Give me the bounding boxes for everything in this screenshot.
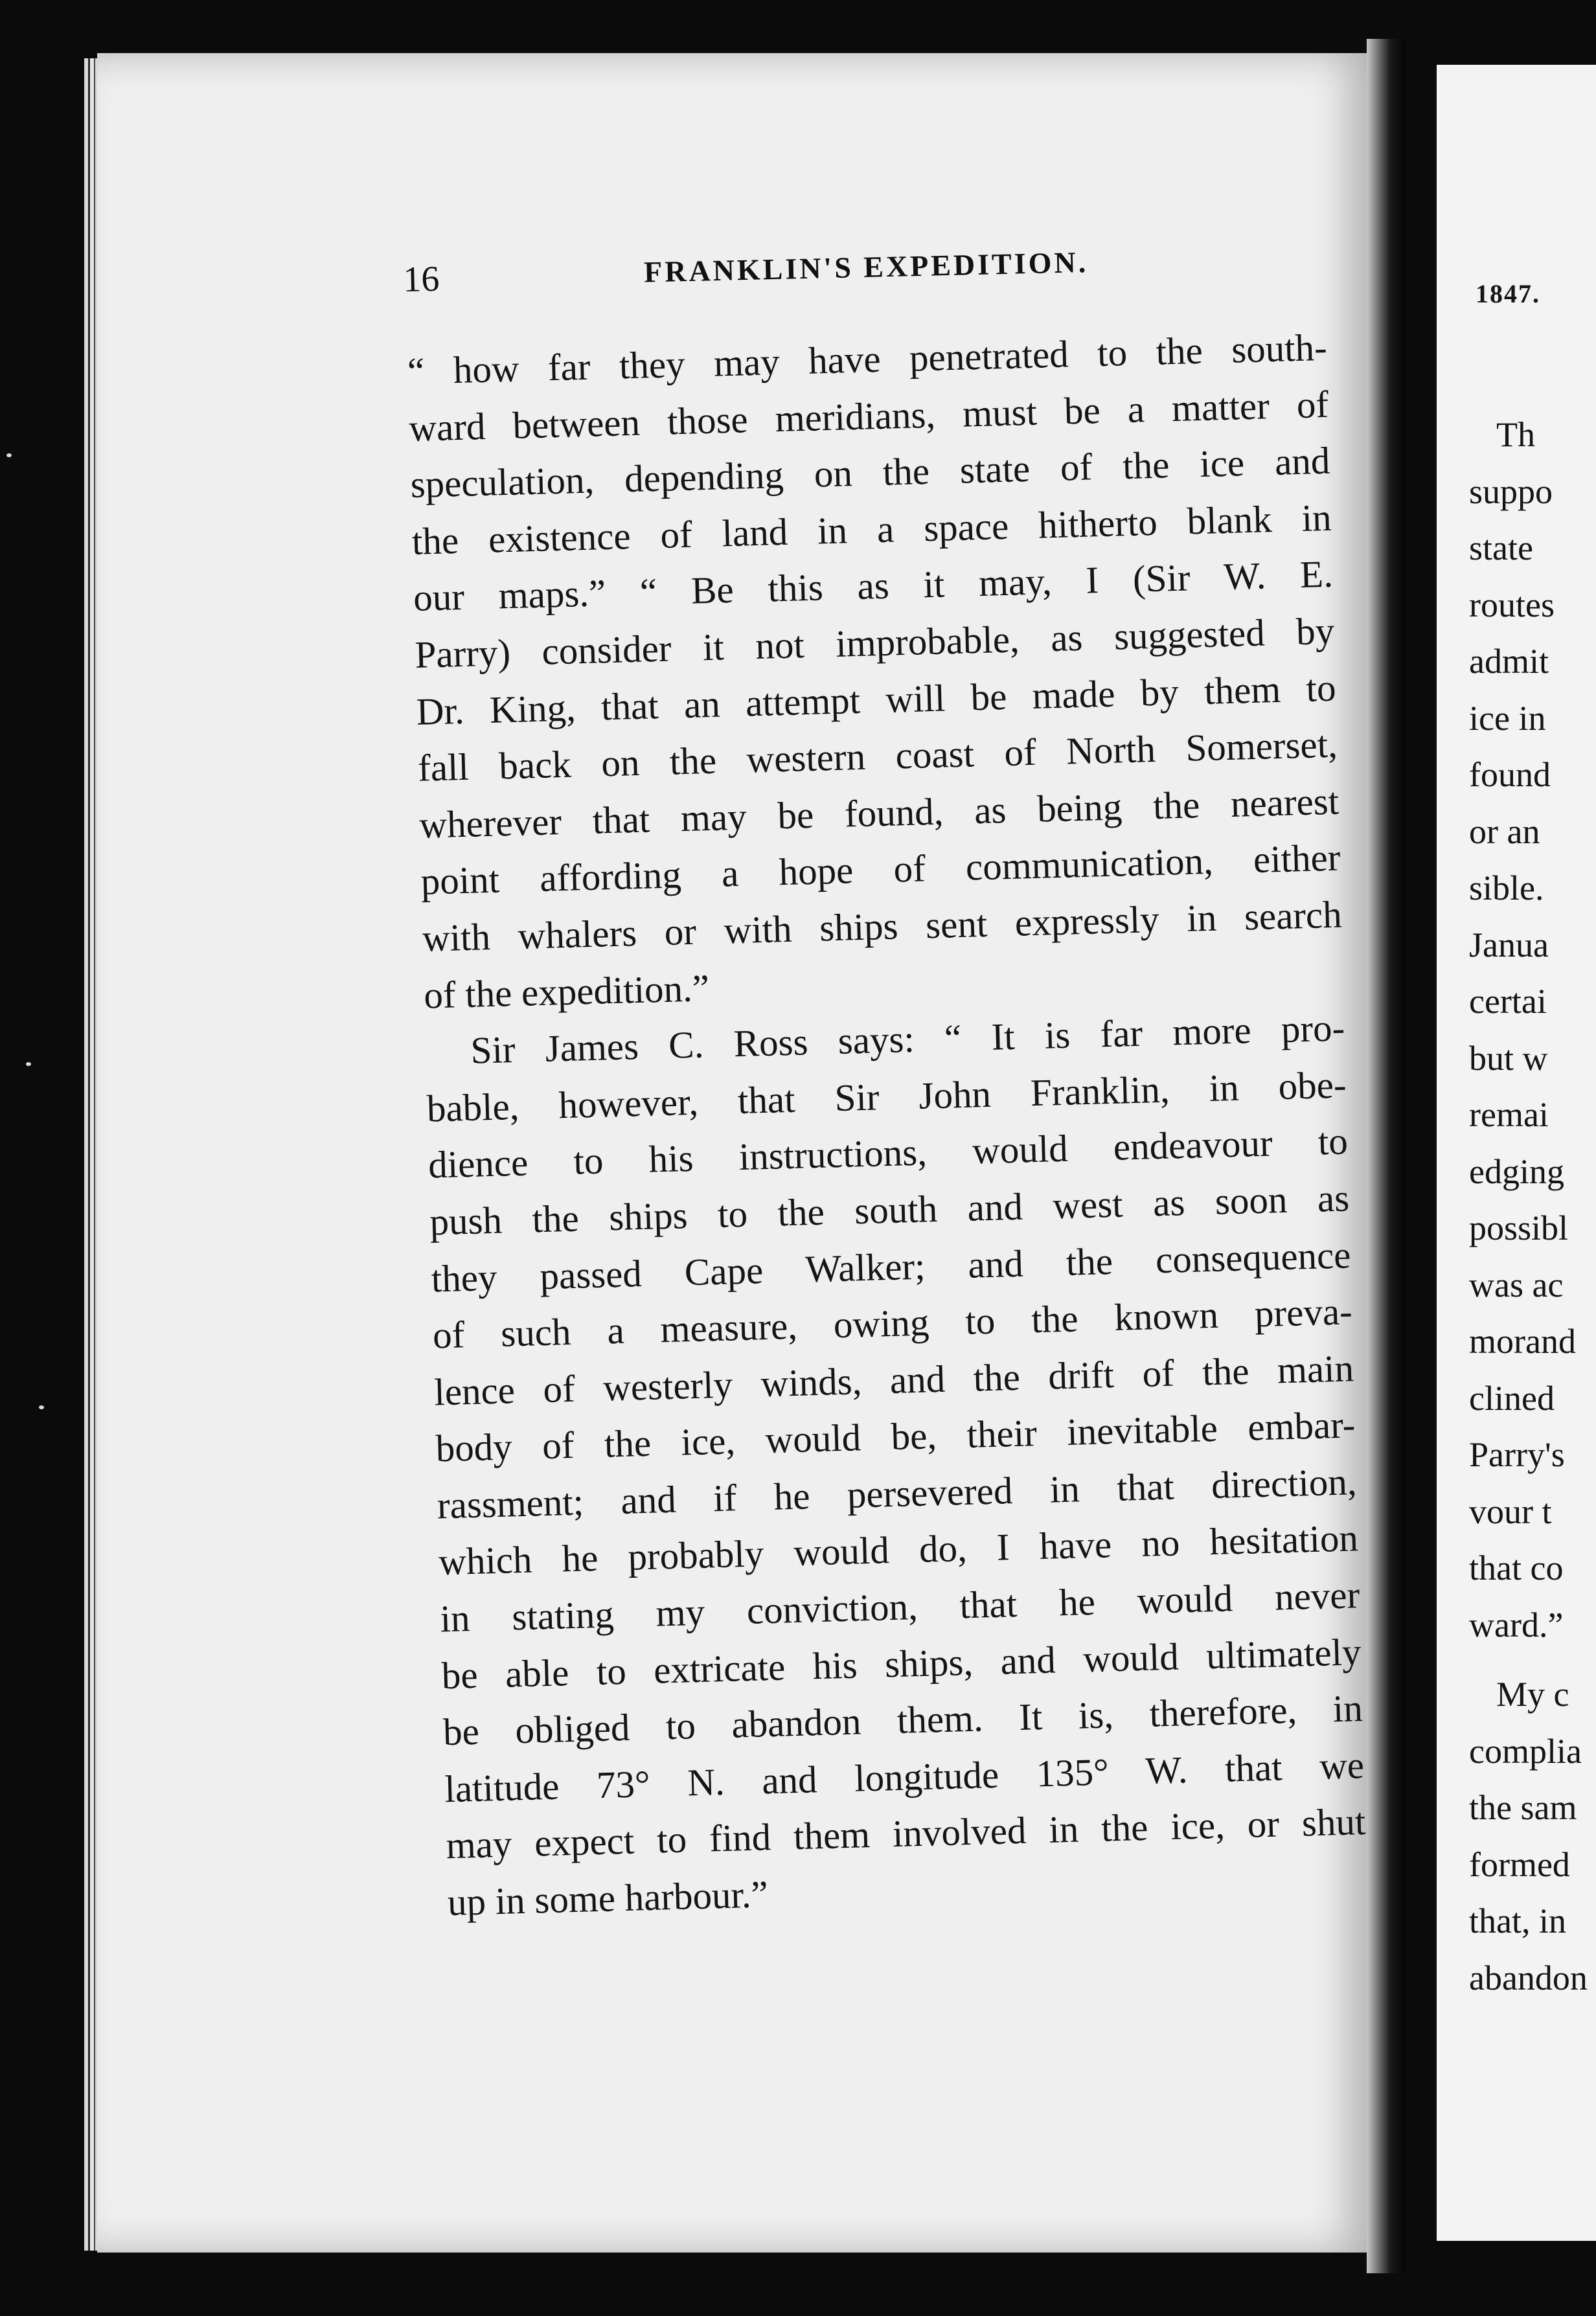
text-line: wherever that may be found, as being the nearest — [418, 779, 1340, 846]
right-page-text — [1437, 65, 1596, 2241]
right-page-line: remai — [1469, 1095, 1549, 1134]
right-page-line: that, in — [1469, 1902, 1566, 1940]
text-line: they passed Cape Walker; and the consequence — [430, 1232, 1352, 1300]
right-running-head: 1847. — [1476, 279, 1540, 308]
right-page-line: edging — [1469, 1152, 1564, 1191]
body-text — [407, 319, 1368, 1931]
right-page-line: that co — [1469, 1549, 1564, 1587]
book-gutter — [1367, 39, 1406, 2273]
right-page-line: ward.” — [1469, 1605, 1564, 1644]
text-line: latitude 73° N. and longitude 135° W. that we — [444, 1743, 1365, 1811]
right-page-line: possibl — [1469, 1209, 1569, 1247]
right-page-line: ice in — [1469, 698, 1546, 738]
scan-speck — [26, 1062, 31, 1066]
running-title: FRANKLIN'S EXPEDITION. — [643, 245, 1089, 289]
right-page-line: suppo — [1469, 471, 1553, 511]
right-page-line: complia — [1469, 1731, 1582, 1771]
right-page-line: was ac — [1469, 1265, 1564, 1304]
text-line: the existence of land in a space hitherto blank in — [411, 495, 1332, 563]
right-page-line: morand — [1469, 1322, 1576, 1361]
text-line: body of the ice, would be, their inevitable embar- — [435, 1403, 1356, 1470]
right-page-line: routes — [1469, 585, 1555, 624]
right-page-line: clined — [1469, 1378, 1555, 1418]
text-line: be obliged to abandon them. It is, therefore, in — [442, 1686, 1363, 1754]
right-page-line: Th — [1496, 415, 1535, 454]
text-line: Sir James C. Ross says: “ It is far more pro- — [470, 1006, 1346, 1072]
scan-speck — [6, 453, 12, 457]
text-line: Dr. King, that an attempt will be made by them to — [416, 666, 1337, 733]
right-page-line: state — [1469, 528, 1533, 567]
right-page-line: sible. — [1469, 868, 1544, 907]
text-line: of the expedition.” — [423, 966, 710, 1017]
text-line: speculation, depending on the state of the ice and — [409, 438, 1331, 506]
text-line: Parry) consider it not improbable, as suggested by — [414, 609, 1335, 676]
text-line: rassment; and if he persevered in that direction, — [437, 1460, 1358, 1527]
text-line: point affording a hope of communication, either — [420, 835, 1341, 903]
right-page-line: Janua — [1469, 925, 1549, 964]
text-line: be able to extricate his ships, and would ultimately — [440, 1629, 1362, 1697]
right-page-line: or an — [1469, 812, 1540, 851]
right-page-line: abandon — [1469, 1958, 1588, 1997]
text-line: fall back on the western coast of North Somerset, — [417, 722, 1338, 789]
text-line: which he probably would do, I have no hesitation — [438, 1516, 1359, 1584]
right-page-line: formed — [1469, 1845, 1570, 1884]
text-line: our maps.” “ Be this as it may, I (Sir W. E. — [413, 552, 1334, 620]
text-line: may expect to find them involved in the ice, or shut — [445, 1800, 1367, 1867]
right-page-line: Parry's — [1469, 1435, 1565, 1474]
right-page-line: admit — [1469, 642, 1549, 681]
scan-speck — [39, 1405, 44, 1409]
text-line: lence of westerly winds, and the drift of the main — [433, 1346, 1354, 1414]
right-page-line: My c — [1496, 1675, 1569, 1714]
right-page-line: the sam — [1469, 1788, 1577, 1827]
page-number: 16 — [402, 258, 440, 300]
text-line: with whalers or with ships sent expressly in search — [422, 892, 1343, 960]
text-line: “ how far they may have penetrated to the south- — [407, 325, 1328, 392]
text-line: of such a measure, owing to the known preva- — [432, 1289, 1353, 1357]
right-page-line: but w — [1469, 1038, 1548, 1078]
right-page — [1437, 65, 1596, 2241]
right-page-line: vour t — [1469, 1492, 1552, 1531]
text-line: ward between those meridians, must be a matter of — [408, 382, 1329, 449]
text-line: dience to his instructions, would endeavour to — [428, 1119, 1349, 1186]
text-line: push the ships to the south and west as soon as — [429, 1176, 1350, 1243]
text-line: bable, however, that Sir John Franklin, in obe- — [426, 1063, 1347, 1130]
right-page-line: found — [1469, 755, 1551, 794]
right-page-line: certai — [1469, 982, 1547, 1021]
text-line: up in some harbour.” — [447, 1872, 769, 1924]
text-line: in stating my conviction, that he would never — [439, 1573, 1360, 1640]
